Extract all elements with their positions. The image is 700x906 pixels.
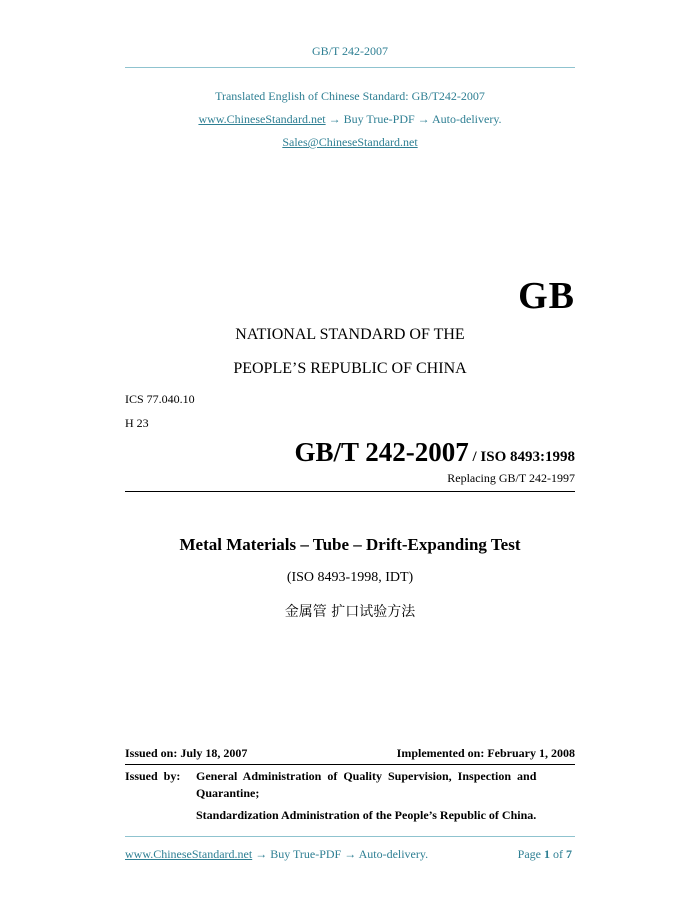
- issued-by-label: Issued by:: [125, 769, 181, 783]
- national-standard-line-1: NATIONAL STANDARD OF THE: [235, 326, 465, 343]
- promo-line-3: [0, 135, 700, 150]
- promo-site-link[interactable]: www.ChineseStandard.net: [198, 112, 326, 126]
- header-rule: [125, 67, 575, 68]
- page-number: 1: [544, 847, 550, 861]
- ics-code: ICS 77.040.10: [125, 392, 195, 406]
- promo-line-1: Translated English of Chinese Standard: GB/T242-2007: [215, 89, 485, 103]
- h-code: H 23: [125, 416, 149, 430]
- page-label: Page: [517, 847, 541, 861]
- issuer-1-line-2: Quarantine;: [196, 786, 260, 800]
- page-total: 7: [566, 847, 572, 861]
- standard-number-rule: [125, 491, 575, 492]
- promo-line-2-rest: → Buy True-PDF → Auto-delivery.: [325, 112, 502, 126]
- document-title-en: Metal Materials – Tube – Drift-Expanding Test: [179, 535, 521, 554]
- iso-reference: / ISO 8493:1998: [468, 449, 575, 465]
- standard-number: GB/T 242-2007: [294, 437, 469, 467]
- footer-promo: [125, 847, 428, 862]
- replacing-note: Replacing GB/T 242-1997: [447, 471, 575, 485]
- issue-date-rule: [125, 764, 575, 765]
- iso-idt-note: (ISO 8493-1998, IDT): [286, 570, 414, 585]
- header-doc-code: GB/T 242-2007: [311, 44, 389, 58]
- page-indicator: [518, 847, 572, 862]
- implemented-on: Implemented on: February 1, 2008: [396, 746, 575, 760]
- issued-on: Issued on: July 18, 2007: [125, 746, 248, 760]
- issuer-1-line-1: General Administration of Quality Supervision, Inspection and: [196, 769, 537, 783]
- standard-number-line: [294, 437, 575, 468]
- issuer-2: Standardization Administration of the People’s Republic of China.: [196, 808, 537, 822]
- footer-site-link[interactable]: www.ChineseStandard.net: [125, 847, 253, 861]
- document-title-cn: 金属管 扩口试验方法: [284, 604, 416, 620]
- promo-line-2: [0, 112, 700, 127]
- page-of-label: of: [553, 847, 563, 861]
- national-standard-line-2: PEOPLE’S REPUBLIC OF CHINA: [233, 360, 467, 377]
- footer-promo-rest: → Buy True-PDF → Auto-delivery.: [252, 847, 429, 861]
- footer-rule: [125, 836, 575, 837]
- gb-logo: GB: [518, 275, 575, 317]
- promo-email-link[interactable]: Sales@ChineseStandard.net: [282, 135, 418, 149]
